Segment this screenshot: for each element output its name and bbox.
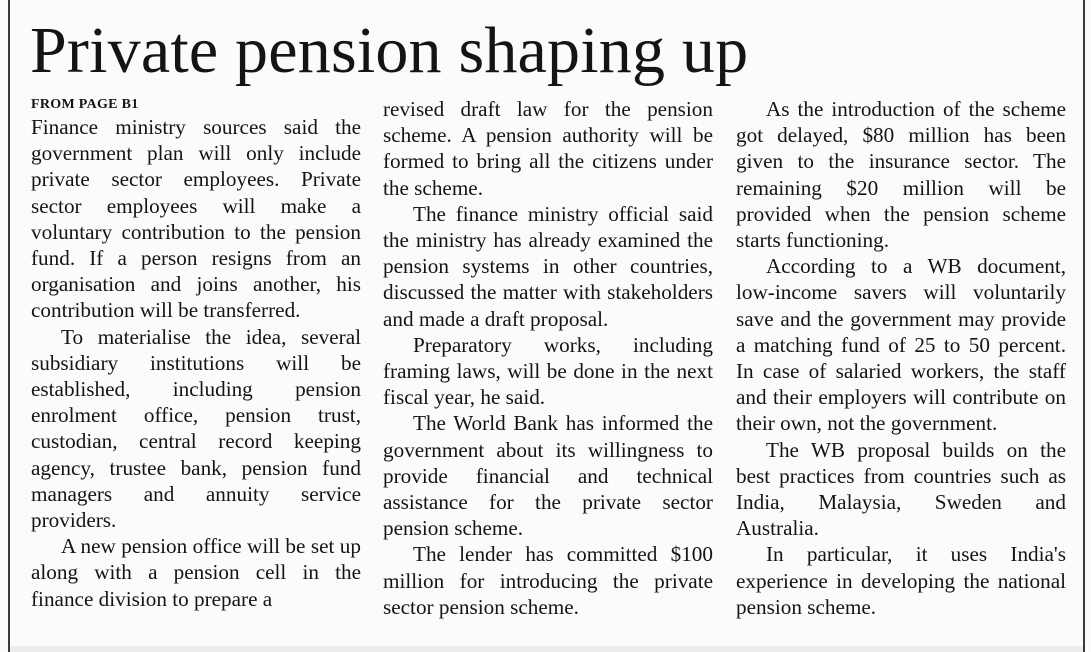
article-column-1 (31, 96, 361, 612)
paragraph: The finance ministry official said the ministry has already examined the pension systems in other countries, discussed the matter with stakeholders and made a draft proposal. (383, 201, 713, 331)
paragraph: As the introduction of the scheme got delayed, $80 million has been given to the insurance sector. The remaining $20 million will be provided when the pension scheme starts functioning. (736, 97, 1066, 253)
article-column-2 (383, 96, 713, 620)
article-column-3 (736, 96, 1066, 620)
paragraph: According to a WB document, low-income savers will voluntarily save and the government may provide a matching fund of 25 to 50 percent. In case of salaried workers, the staff and their employers will contribute on their own, not the government. (736, 254, 1066, 436)
paragraph: To materialise the idea, several subsidiary institutions will be established, including pension enrolment office, pension trust, custodian, central record keeping agency, trustee bank, pension fund managers and annuity service providers. (31, 324, 361, 533)
right-column-rule (1083, 0, 1085, 652)
paragraph: The WB proposal builds on the best practices from countries such as India, Malaysia, Sweden and Australia. (736, 437, 1066, 541)
left-column-rule (8, 0, 10, 652)
bottom-edge (10, 646, 1083, 652)
paragraph: In particular, it uses India's experience in developing the national pension scheme. (736, 542, 1066, 619)
paragraph: Finance ministry sources said the government plan will only include private sector employees. Private sector employees will make a voluntary contribution to the pension fund. If a person resigns from an organisation and joins another, his contribution will be transferred. (31, 115, 361, 323)
paragraph: Preparatory works, including framing laws, will be done in the next fiscal year, he said. (383, 332, 713, 410)
paragraph: The World Bank has informed the government about its willingness to provide financial and technical assistance for the private sector pension scheme. (383, 411, 713, 541)
paragraph: revised draft law for the pension scheme. A pension authority will be formed to bring all the citizens under the scheme. (383, 97, 713, 200)
paragraph: A new pension office will be set up along with a pension cell in the finance division to prepare a (31, 534, 361, 611)
kicker: FROM PAGE B1 (31, 97, 139, 112)
paragraph: The lender has committed $100 million for introducing the private sector pension scheme. (383, 542, 713, 619)
headline: Private pension shaping up (30, 14, 749, 87)
